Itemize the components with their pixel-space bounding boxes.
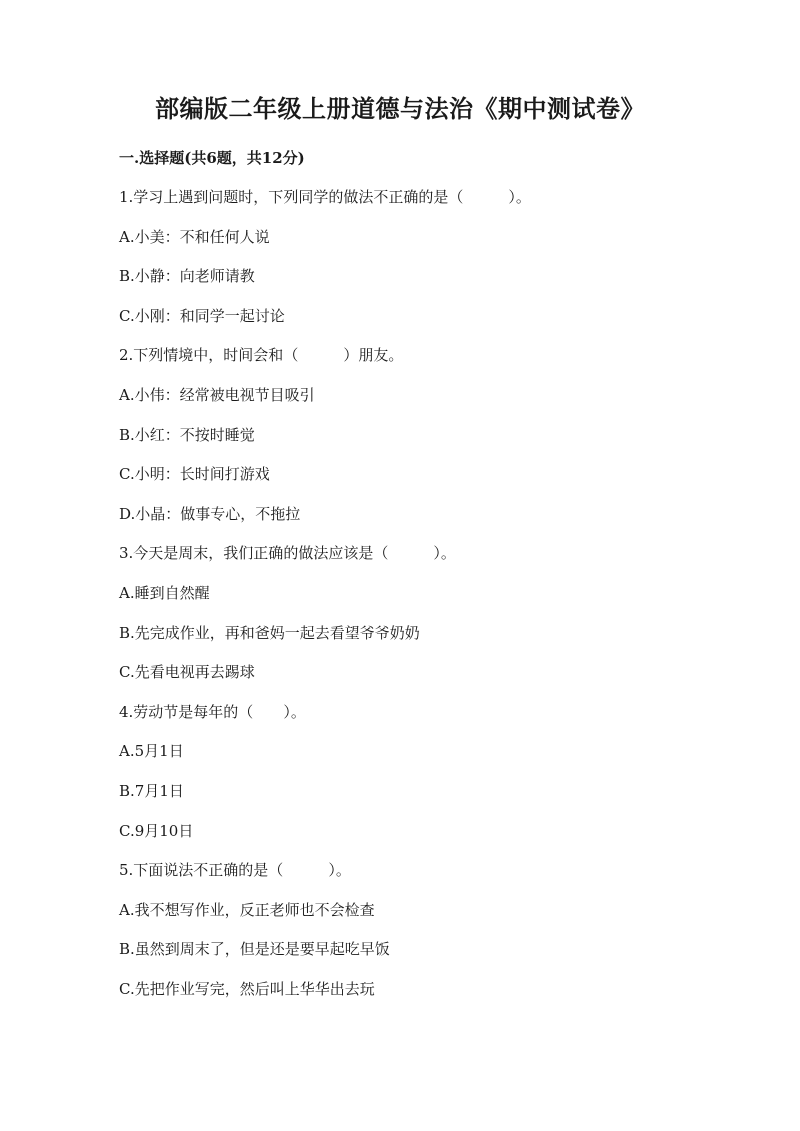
answer-option: B.小红：不按时睡觉 bbox=[119, 425, 255, 444]
answer-option: C.小刚：和同学一起讨论 bbox=[119, 306, 285, 325]
question-stem: 5.下面说法不正确的是（ ）。 bbox=[119, 861, 351, 880]
answer-option: B.7月1日 bbox=[119, 781, 184, 800]
question-2 bbox=[119, 343, 739, 525]
page-title: 部编版二年级上册道德与法治《期中测试卷》 bbox=[155, 94, 645, 123]
question-4 bbox=[119, 700, 739, 843]
answer-option: D.小晶：做事专心，不拖拉 bbox=[119, 504, 301, 523]
answer-option: C.先看电视再去踢球 bbox=[119, 663, 255, 682]
answer-option: C.小明：长时间打游戏 bbox=[119, 465, 270, 484]
question-stem: 4.劳动节是每年的（ ）。 bbox=[119, 702, 306, 721]
answer-option: A.我不想写作业，反正老师也不会检查 bbox=[119, 900, 375, 919]
answer-option: B.小静：向老师请教 bbox=[119, 267, 255, 286]
question-stem: 1.学习上遇到问题时，下列同学的做法不正确的是（ ）。 bbox=[119, 188, 531, 206]
answer-option: A.小伟：经常被电视节目吸引 bbox=[119, 385, 315, 404]
answer-option: A.5月1日 bbox=[119, 742, 184, 761]
answer-option: B.先完成作业，再和爸妈一起去看望爷爷奶奶 bbox=[119, 623, 420, 642]
section-heading: 一.选择题(共6题，共12分) bbox=[119, 149, 305, 167]
question-5 bbox=[119, 858, 739, 1001]
answer-option: B.虽然到周末了，但是还是要早起吃早饭 bbox=[119, 940, 390, 959]
question-list bbox=[119, 185, 739, 1016]
question-stem: 3.今天是周末，我们正确的做法应该是（ ）。 bbox=[119, 544, 456, 563]
question-stem: 2.下列情境中，时间会和（ ）朋友。 bbox=[119, 346, 404, 365]
answer-option: C.先把作业写完，然后叫上华华出去玩 bbox=[119, 979, 375, 998]
question-3 bbox=[119, 541, 739, 684]
answer-option: A.小美：不和任何人说 bbox=[119, 227, 270, 246]
question-1 bbox=[119, 185, 739, 328]
answer-option: C.9月10日 bbox=[119, 821, 194, 840]
answer-option: A.睡到自然醒 bbox=[119, 583, 210, 602]
